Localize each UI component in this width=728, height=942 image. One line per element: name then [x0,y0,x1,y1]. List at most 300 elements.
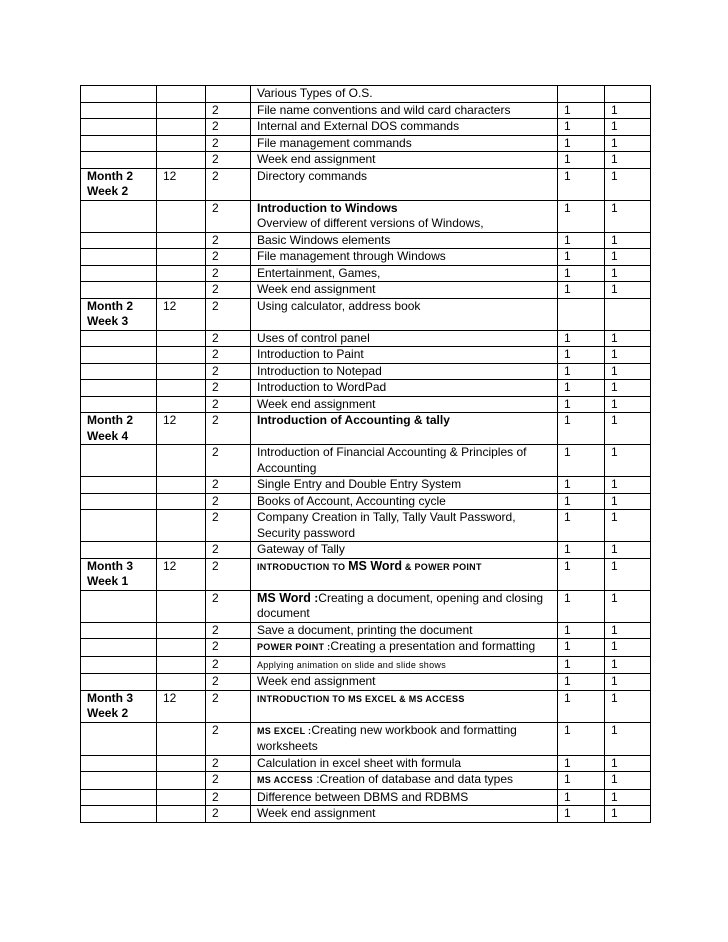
practical-cell-text: 1 [611,152,618,166]
hours-cell [157,265,206,282]
session-cell [206,413,251,445]
hours-cell [157,445,206,477]
theory-cell [558,639,605,657]
practical-cell-text: 1 [611,477,618,491]
practical-cell [605,396,651,413]
session-cell [206,200,251,232]
practical-cell-text: 1 [611,755,618,770]
theory-cell [558,755,605,772]
session-cell [206,396,251,413]
period-cell-text: Month 3 [87,690,133,705]
session-cell [206,232,251,249]
topic-text: Week end assignment [257,806,376,820]
practical-cell [605,265,651,282]
period-cell [81,445,157,477]
table-row [81,200,651,232]
table-row [81,806,651,823]
period-cell [81,249,157,266]
table-row [81,674,651,691]
practical-cell [605,298,651,330]
topic-cell [251,639,558,657]
session-cell-text: 2 [212,445,219,459]
period-cell [81,168,157,200]
period-cell [81,806,157,823]
practical-cell [605,690,651,722]
period-cell [81,152,157,169]
practical-cell [605,558,651,590]
table-row [81,347,651,364]
table-row [81,477,651,494]
theory-cell [558,347,605,364]
period-cell [81,119,157,136]
hours-cell [157,168,206,200]
topic-cell [251,330,558,347]
topic-text: Company Creation in Tally, Tally Vault Password, Security password [257,510,516,540]
practical-cell-text: 1 [611,558,618,573]
topic-cell [251,200,558,232]
session-cell-text: 2 [212,477,219,491]
theory-cell [558,772,605,790]
hours-cell-text: 12 [163,558,177,573]
practical-cell [605,86,651,103]
session-cell [206,558,251,590]
theory-cell [558,806,605,823]
period-cell [81,200,157,232]
hours-cell [157,232,206,249]
session-cell-text: 2 [212,772,219,786]
hours-cell-text: 12 [163,298,177,313]
topic-cell [251,119,558,136]
hours-cell [157,542,206,559]
practical-cell [605,493,651,510]
session-cell [206,772,251,790]
theory-cell-text: 1 [564,590,571,605]
hours-cell-text: 12 [163,168,177,183]
practical-cell-text: 1 [611,656,618,671]
theory-cell-text: 1 [564,363,571,378]
session-cell-text: 2 [212,102,219,117]
topic-cell [251,380,558,397]
practical-cell [605,722,651,755]
hours-cell [157,722,206,755]
topic-text: Creating new workbook and formatting worksheets [257,722,517,753]
table-row [81,86,651,103]
practical-cell-text: 1 [611,722,618,737]
table-row [81,380,651,397]
theory-cell-text: 1 [564,168,571,183]
topic-cell [251,542,558,559]
theory-cell-text: 1 [564,789,571,804]
topic-text: Week end assignment [257,282,376,296]
session-cell-text: 2 [212,542,219,556]
session-cell-text: 2 [212,722,219,737]
topic-cell [251,755,558,772]
practical-cell-text: 1 [611,789,618,804]
topic-text: Creating a presentation and formatting [330,639,536,653]
period-cell [81,232,157,249]
topic-cell [251,445,558,477]
session-cell-text: 2 [212,282,219,296]
topic-text: Week end assignment [257,152,376,166]
table-row [81,232,651,249]
hours-cell [157,639,206,657]
theory-cell-text: 1 [564,772,571,786]
topic-text: MS EXCEL : [257,725,312,736]
period-cell [81,639,157,657]
hours-cell [157,119,206,136]
theory-cell-text: 1 [564,152,571,166]
topic-cell [251,396,558,413]
hours-cell [157,152,206,169]
theory-cell [558,282,605,299]
topic-text: Introduction to Paint [257,347,364,361]
topic-cell [251,674,558,691]
topic-cell [251,722,558,755]
period-cell [81,102,157,119]
hours-cell [157,477,206,494]
hours-cell [157,558,206,590]
topic-text: MS ACCESS [257,775,313,785]
topic-text: Using calculator, address book [257,298,421,313]
theory-cell [558,493,605,510]
period-cell [81,722,157,755]
topic-text: Introduction to Windows [257,200,398,215]
session-cell [206,493,251,510]
period-cell [81,542,157,559]
period-cell [81,265,157,282]
period-cell [81,86,157,103]
practical-cell [605,656,651,674]
practical-cell [605,363,651,380]
period-cell [81,772,157,790]
theory-cell-text: 1 [564,690,571,705]
practical-cell-text: 1 [611,380,618,394]
session-cell-text: 2 [212,806,219,820]
practical-cell [605,445,651,477]
practical-cell-text: 1 [611,413,618,427]
practical-cell-text: 1 [611,542,618,556]
practical-cell-text: 1 [611,135,618,150]
topic-cell [251,152,558,169]
practical-cell [605,477,651,494]
session-cell [206,674,251,691]
theory-cell-text: 1 [564,755,571,770]
session-cell-text: 2 [212,135,219,150]
period-cell [81,396,157,413]
topic-cell [251,590,558,622]
table-row [81,558,651,590]
topic-text: MS Word [257,590,311,605]
hours-cell [157,135,206,152]
theory-cell-text: 1 [564,622,571,637]
topic-text: Difference between DBMS and RDBMS [257,789,469,804]
period-cell [81,755,157,772]
hours-cell [157,493,206,510]
session-cell-text: 2 [212,168,219,183]
period-cell-text: Month 2 [87,168,133,183]
session-cell [206,445,251,477]
hours-cell [157,755,206,772]
practical-cell [605,806,651,823]
session-cell [206,690,251,722]
topic-text: Gateway of Tally [257,542,345,556]
theory-cell-text: 1 [564,282,571,296]
practical-cell [605,590,651,622]
topic-text: Various Types of O.S. [257,86,373,100]
topic-cell [251,363,558,380]
hours-cell [157,510,206,542]
hours-cell [157,806,206,823]
period-cell [81,330,157,347]
session-cell [206,789,251,806]
topic-cell [251,789,558,806]
period-cell [81,380,157,397]
practical-cell-text: 1 [611,168,618,183]
theory-cell-text: 1 [564,347,571,361]
topic-text: File management commands [257,135,412,150]
practical-cell [605,755,651,772]
table-row [81,445,651,477]
session-cell [206,152,251,169]
session-cell-text: 2 [212,119,219,133]
theory-cell-text: 1 [564,558,571,573]
table-row [81,789,651,806]
session-cell-text: 2 [212,363,219,378]
session-cell-text: 2 [212,690,219,705]
table-row [81,542,651,559]
hours-cell [157,363,206,380]
table-row [81,330,651,347]
topic-cell [251,806,558,823]
topic-cell [251,690,558,722]
session-cell [206,477,251,494]
session-cell-text: 2 [212,396,219,411]
table-row [81,135,651,152]
practical-cell-text: 1 [611,232,618,247]
practical-cell-text: 1 [611,282,618,296]
theory-cell [558,396,605,413]
theory-cell-text: 1 [564,510,571,524]
hours-cell [157,396,206,413]
practical-cell-text: 1 [611,347,618,361]
hours-cell [157,789,206,806]
session-cell-text: 2 [212,656,219,671]
session-cell-text: 2 [212,590,219,605]
table-row [81,413,651,445]
practical-cell [605,232,651,249]
table-row [81,168,651,200]
topic-cell [251,510,558,542]
session-cell [206,102,251,119]
table-row [81,152,651,169]
session-cell-text: 2 [212,200,219,215]
topic-text: POWER POINT : [257,642,331,652]
hours-cell [157,298,206,330]
practical-cell [605,330,651,347]
table-row [81,722,651,755]
topic-cell [251,347,558,364]
session-cell [206,622,251,639]
practical-cell [605,347,651,364]
period-cell [81,282,157,299]
session-cell-text: 2 [212,249,219,263]
session-cell-text: 2 [212,413,219,427]
practical-cell-text: 1 [611,806,618,820]
session-cell [206,330,251,347]
period-cell [81,590,157,622]
topic-cell [251,493,558,510]
theory-cell [558,445,605,477]
hours-cell-text: 12 [163,690,177,705]
practical-cell-text: 1 [611,772,618,786]
theory-cell-text: 1 [564,656,571,671]
theory-cell-text: 1 [564,639,571,653]
practical-cell-text: 1 [611,639,618,653]
theory-cell-text: 1 [564,200,571,215]
theory-cell-text: 1 [564,249,571,263]
session-cell-text: 2 [212,622,219,637]
session-cell [206,722,251,755]
session-cell-text: 2 [212,298,219,313]
hours-cell [157,413,206,445]
topic-text: INTRODUCTION TO [257,561,349,572]
theory-cell [558,363,605,380]
session-cell-text: 2 [212,380,219,394]
hours-cell [157,86,206,103]
practical-cell [605,168,651,200]
practical-cell [605,102,651,119]
period-cell [81,493,157,510]
theory-cell [558,168,605,200]
hours-cell [157,282,206,299]
table-row [81,755,651,772]
session-cell [206,755,251,772]
period-cell [81,477,157,494]
practical-cell-text: 1 [611,690,618,705]
theory-cell [558,656,605,674]
session-cell-text: 2 [212,639,219,653]
session-cell-text: 2 [212,152,219,166]
session-cell [206,363,251,380]
practical-cell-text: 1 [611,674,618,688]
topic-text: MS Word [348,558,403,573]
theory-cell [558,102,605,119]
practical-cell [605,789,651,806]
theory-cell-text: 1 [564,445,571,459]
topic-text: Introduction of Financial Accounting & Principles of Accounting [257,445,527,475]
topic-text: File management through Windows [257,249,446,263]
session-cell [206,806,251,823]
theory-cell-text: 1 [564,102,571,117]
topic-cell [251,656,558,674]
period-cell-text: Week 3 [87,314,129,328]
period-cell [81,674,157,691]
session-cell [206,590,251,622]
hours-cell [157,330,206,347]
table-row [81,363,651,380]
session-cell-text: 2 [212,493,219,508]
practical-cell-text: 1 [611,265,618,280]
table-row [81,493,651,510]
schedule-table [80,85,651,823]
theory-cell-text: 1 [564,413,571,427]
topic-text: Week end assignment [257,674,376,688]
topic-cell [251,477,558,494]
theory-cell [558,232,605,249]
topic-cell [251,135,558,152]
period-cell-text: Month 2 [87,413,133,427]
session-cell [206,298,251,330]
topic-cell [251,413,558,445]
topic-text: Directory commands [257,168,368,183]
hours-cell-text: 12 [163,413,177,427]
table-row [81,119,651,136]
period-cell [81,510,157,542]
topic-text: Entertainment, Games, [257,265,381,280]
session-cell [206,347,251,364]
hours-cell [157,347,206,364]
practical-cell [605,135,651,152]
session-cell [206,249,251,266]
theory-cell-text: 1 [564,542,571,556]
topic-text: Introduction to WordPad [257,380,387,394]
session-cell [206,639,251,657]
period-cell [81,413,157,445]
theory-cell-text: 1 [564,380,571,394]
theory-cell [558,330,605,347]
theory-cell [558,298,605,330]
practical-cell-text: 1 [611,119,618,133]
theory-cell [558,590,605,622]
session-cell [206,656,251,674]
session-cell-text: 2 [212,789,219,804]
topic-cell [251,86,558,103]
session-cell-text: 2 [212,330,219,345]
period-cell [81,622,157,639]
theory-cell [558,200,605,232]
session-cell [206,510,251,542]
table-row [81,656,651,674]
table-row [81,298,651,330]
period-cell [81,690,157,722]
theory-cell-text: 1 [564,265,571,280]
session-cell-text: 2 [212,232,219,247]
topic-cell [251,558,558,590]
practical-cell [605,639,651,657]
theory-cell [558,558,605,590]
table-row [81,510,651,542]
topic-text: Introduction of Accounting & tally [257,413,450,427]
topic-cell [251,168,558,200]
theory-cell [558,674,605,691]
table-row [81,265,651,282]
topic-cell [251,772,558,790]
practical-cell-text: 1 [611,622,618,637]
practical-cell [605,152,651,169]
hours-cell [157,200,206,232]
practical-cell-text: 1 [611,200,618,215]
table-row [81,590,651,622]
topic-text: Calculation in excel sheet with formula [257,755,462,770]
topic-cell [251,265,558,282]
hours-cell [157,656,206,674]
session-cell [206,380,251,397]
topic-cell [251,232,558,249]
practical-cell [605,200,651,232]
period-cell [81,298,157,330]
hours-cell [157,622,206,639]
theory-cell-text: 1 [564,232,571,247]
